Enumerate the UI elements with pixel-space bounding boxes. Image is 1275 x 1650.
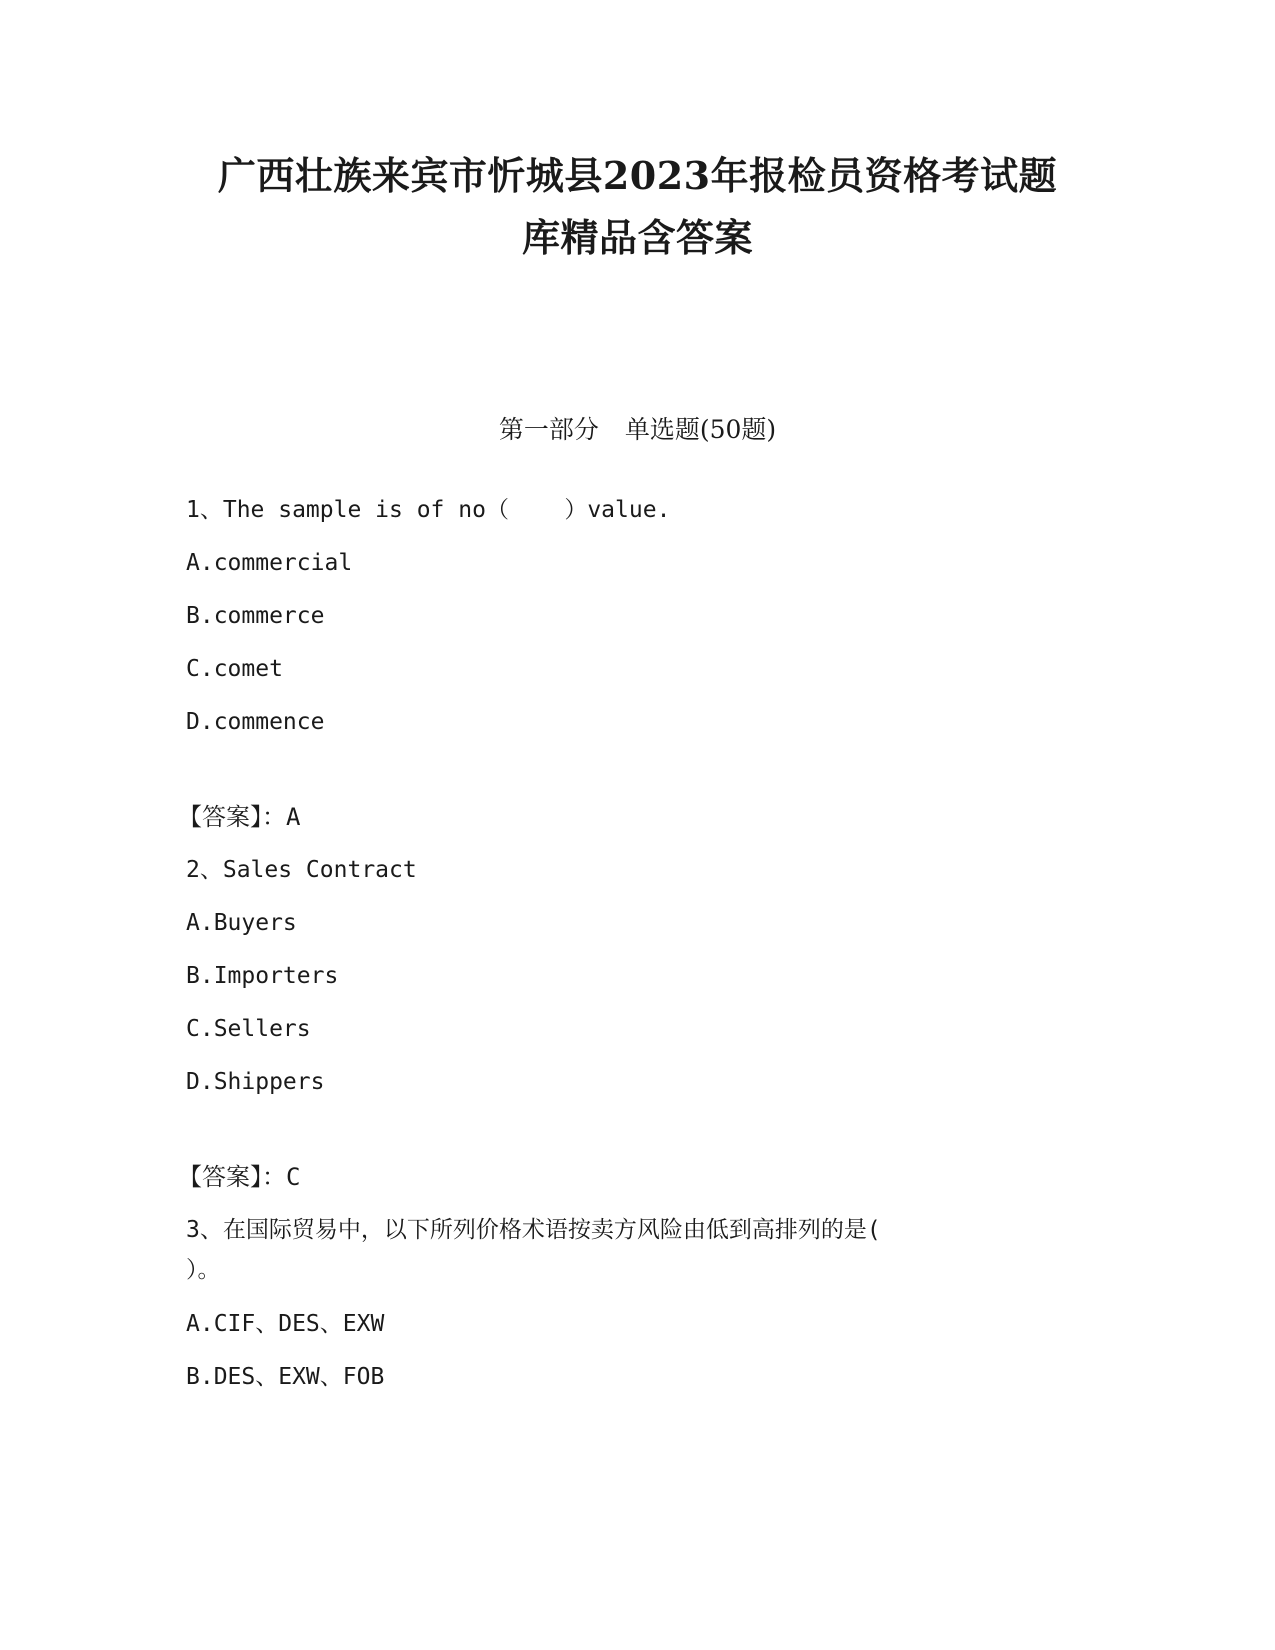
question-1-option-a: A.commercial bbox=[186, 550, 353, 576]
section-name: 单选题(50题) bbox=[624, 415, 777, 444]
question-3-option-b: B.DES、EXW、FOB bbox=[186, 1364, 385, 1390]
question-2-answer: 【答案】：C bbox=[178, 1163, 301, 1191]
question-2-stem: 2、Sales Contract bbox=[186, 857, 417, 883]
question-3-option-a: A.CIF、DES、EXW bbox=[186, 1311, 385, 1337]
question-3-stem-line-2: ）。 bbox=[186, 1257, 221, 1283]
section-part: 第一部分 bbox=[498, 415, 599, 444]
question-2-option-a: A.Buyers bbox=[186, 910, 297, 936]
page-title bbox=[150, 145, 1125, 269]
question-1-option-c: C.comet bbox=[186, 656, 283, 682]
question-1-stem: 1、The sample is of no（ ）value. bbox=[186, 497, 671, 523]
question-2-option-c: C.Sellers bbox=[186, 1016, 311, 1042]
question-1-option-d: D.commence bbox=[186, 709, 325, 735]
question-2-option-d: D.Shippers bbox=[186, 1069, 325, 1095]
title-line-2: 库精品含答案 bbox=[521, 215, 753, 260]
title-line-1: 广西壮族来宾市忻城县2023年报检员资格考试题 bbox=[217, 153, 1058, 198]
question-1-answer: 【答案】：A bbox=[178, 803, 301, 831]
question-3-stem-line-1: 3、在国际贸易中，以下所列价格术语按卖方风险由低到高排列的是( bbox=[186, 1217, 881, 1243]
question-2-option-b: B.Importers bbox=[186, 963, 339, 989]
section-heading bbox=[150, 413, 1125, 447]
question-1-option-b: B.commerce bbox=[186, 603, 325, 629]
